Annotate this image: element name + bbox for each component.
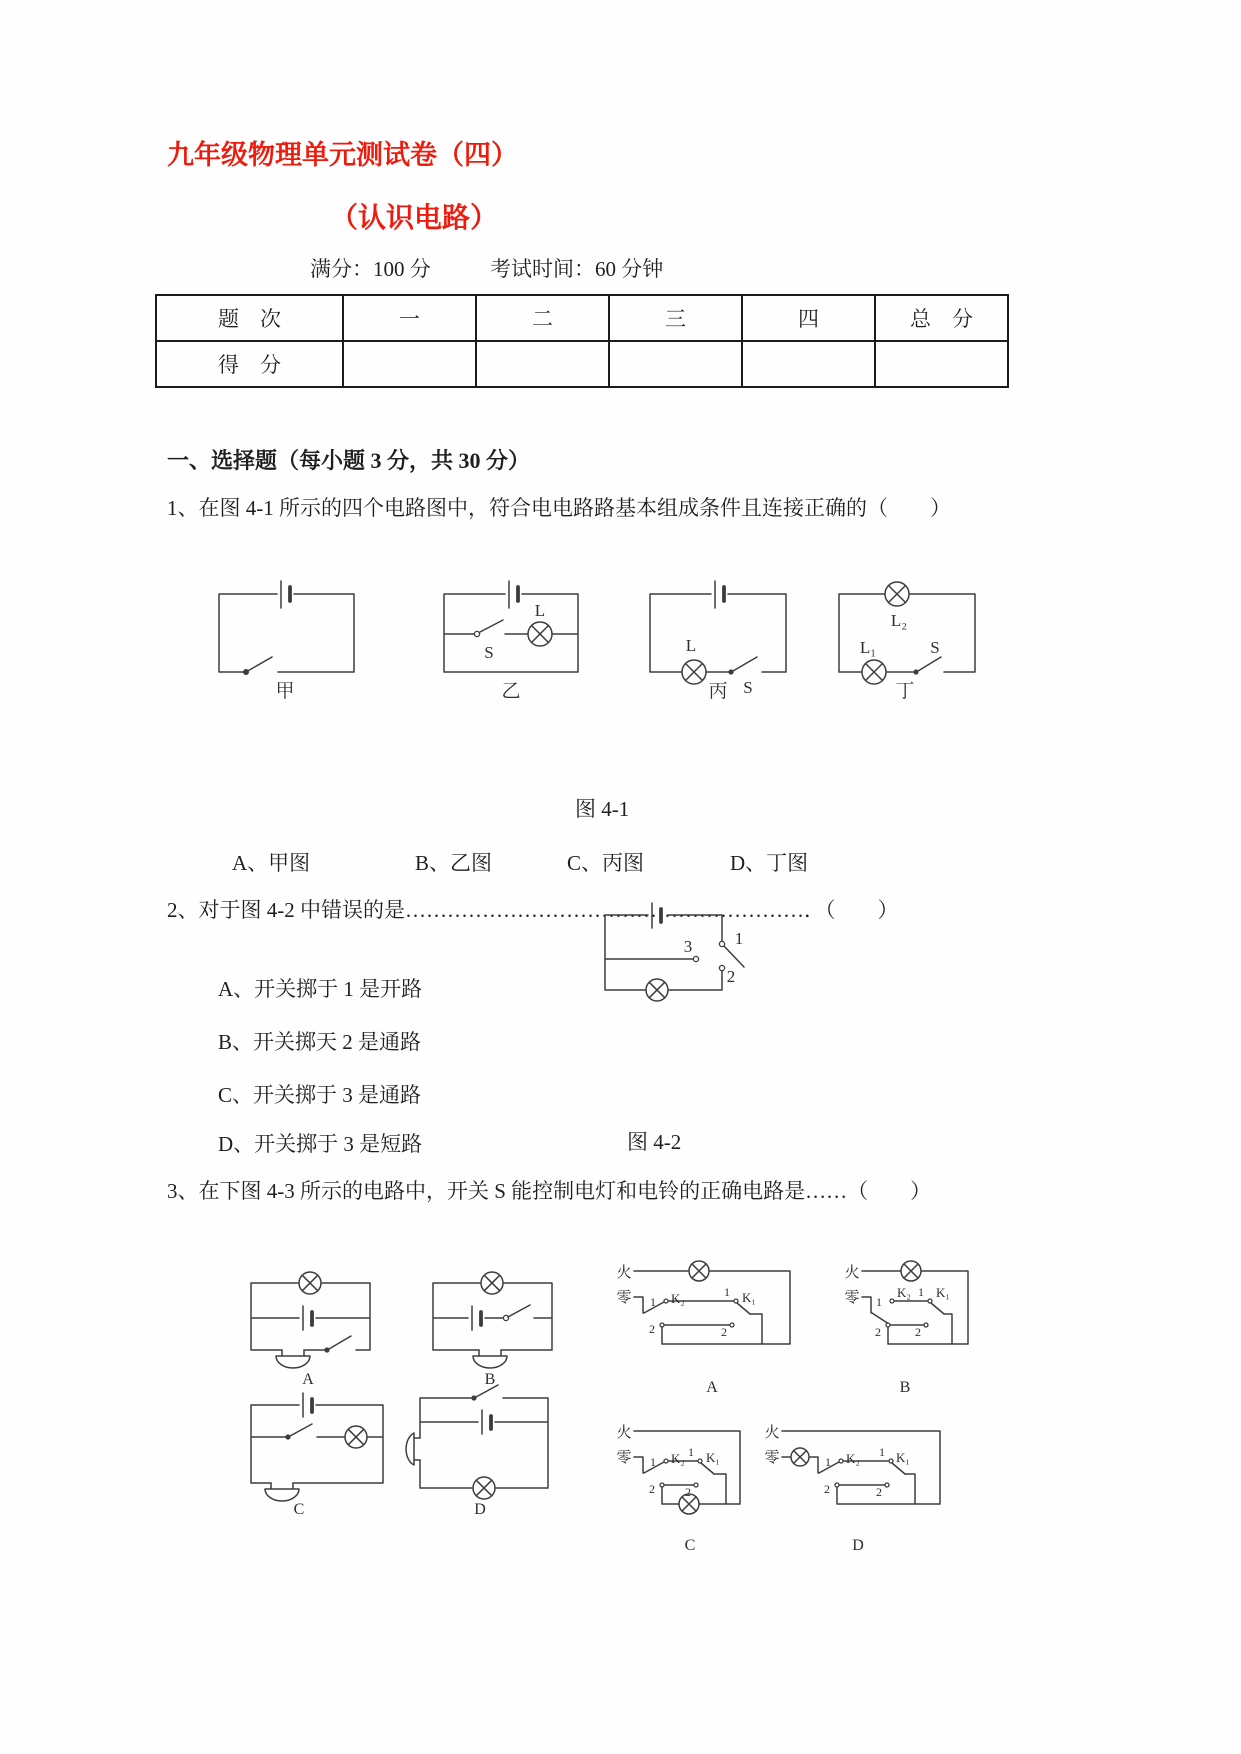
q2-option-d: D、开关掷于 3 是短路 — [218, 1132, 423, 1156]
contact-2-label: 2 — [915, 1325, 921, 1339]
circuit-ding-label: 丁 — [895, 681, 915, 702]
lamp-icon — [528, 622, 552, 646]
q2-option-c: C、开关掷于 3 是通路 — [218, 1083, 422, 1107]
page-title: 九年级物理单元测试卷（四） — [167, 140, 518, 170]
live-wire-label: 火 — [616, 1265, 632, 1281]
live-wire-label: 火 — [616, 1425, 632, 1441]
household-circuit-d — [764, 1424, 940, 1554]
score-table-cell: 得 分 — [156, 341, 343, 387]
circuit-a — [251, 1272, 370, 1388]
circuit-bing — [650, 581, 786, 702]
q1-option-c: C、丙图 — [567, 851, 645, 875]
q2-answer-blank: （ ） — [825, 898, 899, 922]
lamp-icon — [862, 660, 886, 684]
score-table — [155, 294, 1009, 388]
score-table-cell — [875, 341, 1008, 387]
lamp-icon — [885, 582, 909, 606]
q1-option-b: B、乙图 — [415, 851, 493, 875]
contact-2-label: 2 — [685, 1485, 691, 1499]
battery-icon — [303, 1306, 312, 1330]
household-c-label: C — [684, 1537, 696, 1554]
contact-2-label: 2 — [876, 1485, 882, 1499]
q2-dot-leader: …………………………………………………． — [405, 898, 825, 922]
battery-icon — [303, 1393, 312, 1417]
q1-option-a: A、甲图 — [232, 851, 311, 875]
score-table-cell: 三 — [609, 295, 742, 341]
lamp-label: L₂ — [890, 611, 908, 630]
section1-heading: 一、选择题（每小题 3 分，共 30 分） — [167, 448, 531, 473]
full-score-text: 满分：100 分 — [310, 257, 431, 281]
lamp-label: L — [534, 601, 546, 620]
switch-label: S — [484, 643, 494, 662]
household-circuit-b — [844, 1261, 968, 1396]
exam-duration-text: 考试时间：60 分钟 — [490, 257, 664, 281]
live-wire-label: 火 — [764, 1425, 780, 1441]
circuit-jia — [219, 581, 354, 702]
switch-icon — [324, 1336, 351, 1353]
battery-icon — [509, 581, 518, 608]
figure-4-3-right — [608, 1256, 978, 1568]
switch-icon — [728, 657, 757, 675]
switch-icon — [913, 657, 941, 675]
circuit-ding — [839, 582, 975, 702]
contact-1-label: 1 — [724, 1285, 730, 1299]
lamp-icon — [791, 1448, 809, 1466]
neutral-wire-label: 零 — [764, 1450, 780, 1466]
switch-label: S — [743, 678, 753, 697]
figure-4-2-caption: 图 4-2 — [627, 1130, 682, 1154]
contact-2-label: 2 — [875, 1325, 881, 1339]
bell-icon — [265, 1483, 299, 1501]
switch-icon — [285, 1424, 312, 1440]
contact-1-label: 1 — [825, 1455, 831, 1469]
figure-4-2 — [590, 896, 770, 1004]
switch-k2-icon — [819, 1459, 843, 1487]
bell-icon — [473, 1350, 507, 1368]
switch-k2-icon — [644, 1459, 668, 1487]
lamp-icon — [689, 1261, 709, 1281]
score-table-header-row — [156, 295, 1008, 341]
switch-k1-label: K₁ — [936, 1285, 950, 1300]
contact-1-label: 1 — [688, 1445, 694, 1459]
switch-icon — [503, 1305, 530, 1321]
neutral-wire-label: 零 — [616, 1290, 632, 1306]
switch-k1-label: K₁ — [706, 1450, 720, 1465]
switch-k2-label: K₂ — [897, 1285, 911, 1300]
bell-icon — [406, 1433, 420, 1465]
contact-1-label: 1 — [879, 1445, 885, 1459]
question3-text: 3、在下图 4-3 所示的电路中，开关 S 能控制电灯和电铃的正确电路是……（ ） — [167, 1179, 932, 1203]
question1-text: 1、在图 4-1 所示的四个电路图中，符合电电路路基本组成条件且连接正确的（ ） — [167, 496, 951, 520]
switch-k2-label: K₂ — [671, 1451, 685, 1466]
circuit-yi-label: 乙 — [501, 681, 521, 702]
battery-icon — [281, 581, 290, 608]
score-table-cell: 四 — [742, 295, 875, 341]
contact-1-label: 1 — [650, 1295, 656, 1309]
switch-icon — [474, 620, 503, 637]
household-circuit-a — [616, 1261, 790, 1396]
circuit-c — [251, 1393, 383, 1518]
circuit-d-label: D — [474, 1501, 486, 1518]
circuit-b — [433, 1272, 552, 1388]
contact-2-label: 2 — [649, 1322, 655, 1336]
score-table-score-row — [156, 341, 1008, 387]
switch-k2-label: K₂ — [846, 1451, 860, 1466]
circuit-yi — [444, 581, 578, 702]
neutral-wire-label: 零 — [844, 1290, 860, 1306]
switch-k1-label: K₁ — [742, 1290, 756, 1305]
lamp-icon — [473, 1477, 495, 1499]
lamp-label: L₁ — [859, 638, 877, 657]
circuit-a-label: A — [302, 1371, 314, 1388]
contact-2-label: 2 — [721, 1325, 727, 1339]
household-a-label: A — [706, 1379, 718, 1396]
score-table-cell: 二 — [476, 295, 609, 341]
household-b-label: B — [899, 1379, 911, 1396]
lamp-label: L — [685, 636, 697, 655]
figure-4-1 — [200, 572, 1000, 707]
battery-icon — [715, 581, 724, 608]
q2-option-b: B、开关掷天 2 是通路 — [218, 1030, 422, 1054]
contact-1-label: 1 — [918, 1285, 924, 1299]
contact-1-label: 1 — [876, 1295, 882, 1309]
circuit-c-label: C — [293, 1501, 305, 1518]
switch-k2-icon — [644, 1299, 668, 1327]
switch-k2-label: K₂ — [671, 1291, 685, 1306]
figure-4-3-left — [240, 1272, 570, 1522]
q1-option-d: D、丁图 — [730, 851, 809, 875]
q2-option-a: A、开关掷于 1 是开路 — [218, 977, 423, 1001]
live-wire-label: 火 — [844, 1265, 860, 1281]
switch-k1-icon — [924, 1299, 944, 1327]
lamp-icon — [299, 1272, 321, 1294]
lamp-icon — [901, 1261, 921, 1281]
q2-lead: 2、对于图 4-2 中错误的是 — [167, 898, 405, 922]
lamp-icon — [646, 979, 668, 1001]
circuit-bing-label: 丙 — [708, 681, 728, 702]
neutral-wire-label: 零 — [616, 1450, 632, 1466]
contact-2-label: 2 — [649, 1482, 655, 1496]
score-table-cell — [609, 341, 742, 387]
battery-icon — [472, 1306, 481, 1330]
switch-label: S — [930, 638, 940, 657]
figure-4-1-caption: 图 4-1 — [575, 797, 630, 821]
contact-2-label: 2 — [824, 1482, 830, 1496]
lamp-icon — [345, 1426, 367, 1448]
score-table-cell: 题 次 — [156, 295, 343, 341]
battery-icon — [652, 903, 661, 928]
contact-2-label: 2 — [726, 967, 736, 986]
circuit-jia-label: 甲 — [275, 681, 295, 702]
household-d-label: D — [852, 1537, 864, 1554]
score-table-cell — [742, 341, 875, 387]
circuit-d — [406, 1385, 548, 1518]
lamp-icon — [481, 1272, 503, 1294]
score-table-cell — [476, 341, 609, 387]
switch-icon — [243, 657, 272, 675]
score-table-cell — [343, 341, 476, 387]
score-table-cell: 一 — [343, 295, 476, 341]
circuit-b-label: B — [484, 1371, 496, 1388]
question2-text — [167, 894, 899, 924]
page-subtitle: （认识电路） — [330, 203, 499, 234]
contact-1-label: 1 — [734, 929, 744, 948]
battery-icon — [482, 1410, 491, 1434]
contact-3-label: 3 — [683, 937, 693, 956]
household-circuit-c — [616, 1424, 740, 1554]
bell-icon — [276, 1350, 310, 1368]
contact-1-label: 1 — [650, 1455, 656, 1469]
switch-k1-label: K₁ — [896, 1450, 910, 1465]
score-table-cell: 总 分 — [875, 295, 1008, 341]
lamp-icon — [682, 660, 706, 684]
